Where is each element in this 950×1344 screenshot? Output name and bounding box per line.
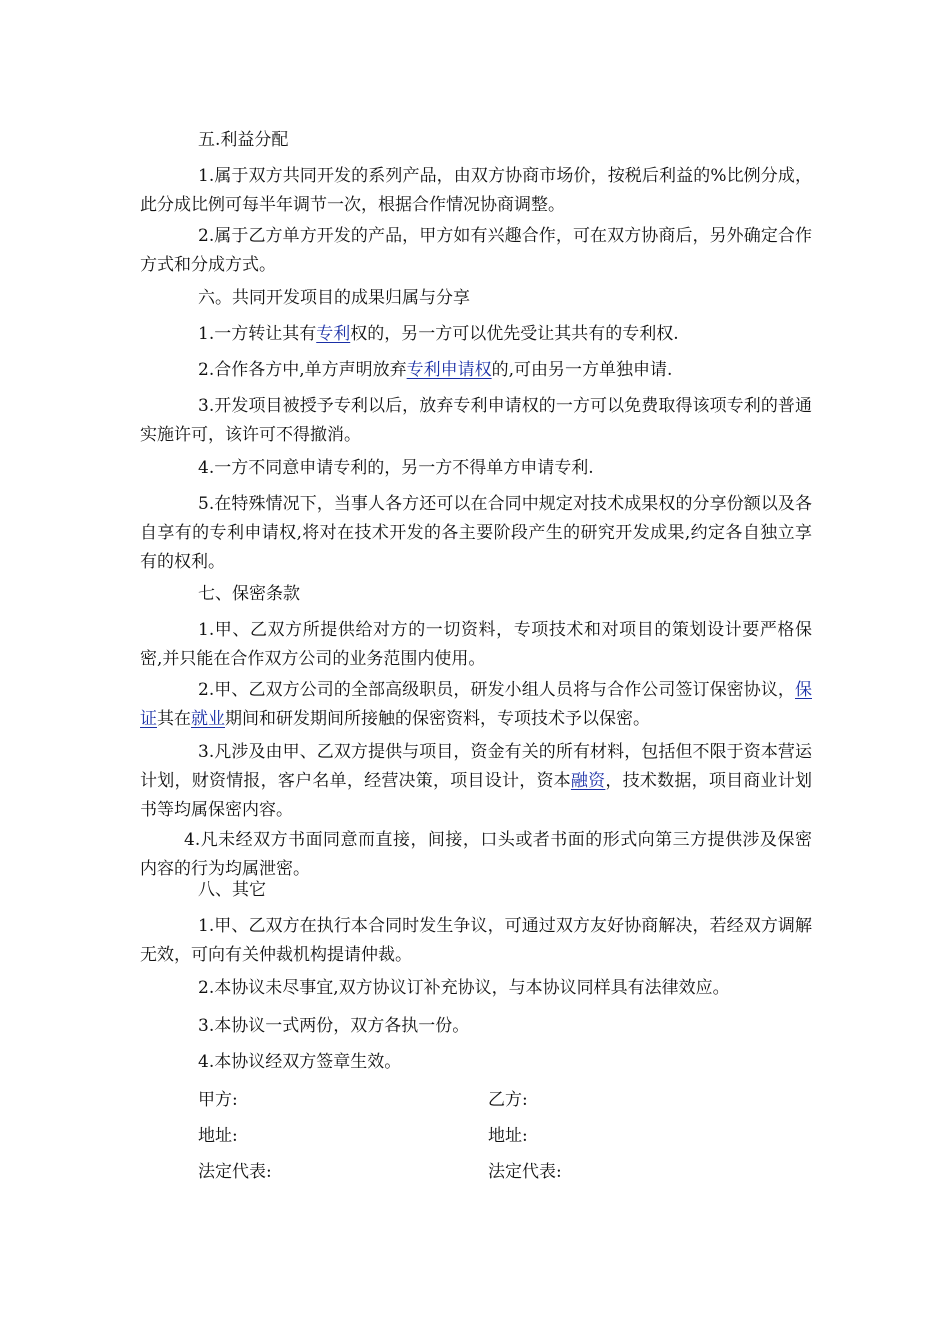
section-8-paragraph-3: 3.本协议一式两份，双方各执一份。	[198, 1016, 470, 1036]
text-run: 1.一方转让其有	[198, 324, 317, 344]
party-b-label: 乙方:	[488, 1090, 528, 1110]
financing-link[interactable]: 融资	[570, 771, 606, 791]
section-7-paragraph-3	[140, 738, 812, 825]
text-run: 2.甲、乙双方公司的全部高级职员，研发小组人员将与合作公司签订保密协议，	[198, 680, 795, 700]
section-5-paragraph-1: 1.属于双方共同开发的系列产品，由双方协商市场价，按税后利益的%比例分成，此分成比例可每半年调节一次，根据合作情况协商调整。	[140, 166, 812, 215]
text-run: 2.合作各方中,单方声明放弃	[198, 360, 407, 380]
section-8-title: 八、其它	[198, 880, 266, 900]
section-5-title: 五.利益分配	[198, 130, 289, 150]
patent-link[interactable]: 专利	[316, 324, 351, 344]
section-6-paragraph-5: 5.在特殊情况下，当事人各方还可以在合同中规定对技术成果权的分享份额以及各自享有的专利申请权,将对在技术开发的各主要阶段产生的研究开发成果,约定各自独立享有的权利。	[140, 494, 812, 572]
section-7-paragraph-2	[140, 676, 812, 734]
section-7-paragraph-4: 4.凡未经双方书面同意而直接，间接，口头或者书面的形式向第三方提供涉及保密内容的行为均属泄密。	[140, 830, 812, 879]
section-8-paragraph-2: 2.本协议未尽事宜,双方协议订补充协议，与本协议同样具有法律效应。	[198, 978, 730, 998]
patent-application-right-link[interactable]: 专利申请权	[406, 360, 492, 380]
party-a-representative-label: 法定代表:	[198, 1162, 272, 1182]
party-a-address-label: 地址:	[198, 1126, 238, 1146]
employment-link[interactable]: 就业	[191, 709, 225, 729]
text-run: 权的，另一方可以优先受让其共有的专利权.	[350, 324, 679, 344]
section-8-paragraph-4: 4.本协议经双方签章生效。	[198, 1052, 402, 1072]
party-b-representative-label: 法定代表:	[488, 1162, 562, 1182]
section-6-paragraph-2	[140, 356, 812, 385]
section-5-paragraph-2: 2.属于乙方单方开发的产品，甲方如有兴趣合作，可在双方协商后，另外确定合作方式和分成方式。	[140, 226, 812, 275]
party-a-label: 甲方:	[198, 1090, 238, 1110]
party-b-address-label: 地址:	[488, 1126, 528, 1146]
section-6-paragraph-1	[140, 320, 812, 349]
section-6-paragraph-3: 3.开发项目被授予专利以后，放弃专利申请权的一方可以免费取得该项专利的普通实施许可，该许可不得撤消。	[140, 396, 812, 445]
section-7-title: 七、保密条款	[198, 584, 300, 604]
text-run: 期间和研发期间所接触的保密资料，专项技术予以保密。	[225, 709, 650, 729]
section-6-title: 六。共同开发项目的成果归属与分享	[198, 288, 470, 308]
section-8-paragraph-1: 1.甲、乙双方在执行本合同时发生争议，可通过双方友好协商解决，若经双方调解无效，可向有关仲裁机构提请仲裁。	[140, 916, 812, 965]
text-run: 其在	[157, 709, 191, 729]
guarantee-link[interactable]: 保证	[140, 680, 812, 729]
text-run: 的,可由另一方单独申请.	[491, 360, 673, 380]
section-6-paragraph-4: 4.一方不同意申请专利的，另一方不得单方申请专利.	[198, 458, 594, 478]
section-7-paragraph-1: 1.甲、乙双方所提供给对方的一切资料，专项技术和对项目的策划设计要严格保密,并只能在合作双方公司的业务范围内使用。	[140, 620, 812, 669]
text-run: 3.凡涉及由甲、乙双方提供与项目，资金有关的所有材料，包括但不限于资本营运计划，财资情报，客户名单，经营决策，项目设计，资本	[140, 742, 812, 791]
text-run: ，技术数据，项目商业计划书等均属保密内容。	[140, 771, 813, 820]
